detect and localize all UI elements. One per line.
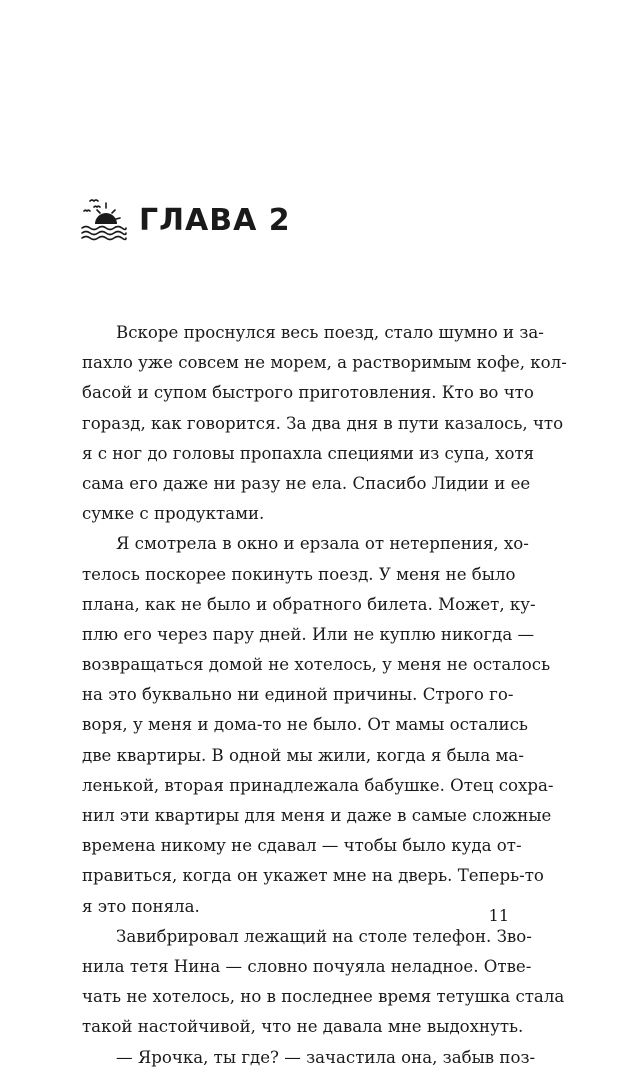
text-line: Я смотрела в окно и ерзала от нетерпения, хо- [116, 534, 529, 554]
sunset-waves-birds-icon [80, 197, 128, 243]
text-line: нил эти квартиры для меня и даже в самые сложные [82, 806, 552, 825]
text-line: я это поняла. [82, 896, 200, 916]
text-line: на это буквально ни единой причины. Строго го- [82, 685, 514, 705]
text-line: — Ярочка, ты где? — зачастила она, забыв поз- [116, 1047, 536, 1067]
page-number: 11 [488, 906, 509, 925]
text-line: плана, как не было и обратного билета. Может, ку- [82, 594, 536, 614]
text-line: ленькой, вторая принадлежала бабушке. Отец сохра- [82, 775, 554, 795]
chapter-header [80, 196, 291, 244]
text-line: возвращаться домой не хотелось, у меня не осталось [82, 655, 551, 675]
text-line: времена никому не сдавал — чтобы было куда от- [82, 836, 522, 856]
text-line: пахло уже совсем не морем, а растворимым кофе, кол- [82, 353, 567, 373]
chapter-title: ГЛАВА 2 [139, 202, 291, 238]
text-line: две квартиры. В одной мы жили, когда я была ма- [82, 745, 524, 765]
text-line: телось поскорее покинуть поезд. У меня не было [82, 564, 516, 584]
text-line: сама его даже ни разу не ела. Спасибо Лидии и ее [82, 473, 531, 493]
text-line: нила тетя Нина — словно почуяла неладное. Отве- [82, 956, 532, 976]
body-text [82, 318, 567, 1073]
text-line: чать не хотелось, но в последнее время тетушка стала [82, 987, 565, 1007]
text-line: воря, у меня и дома-то не было. От мамы остались [82, 715, 528, 735]
text-line: басой и супом быстрого приготовления. Кто во что [82, 383, 534, 403]
text-line: правиться, когда он укажет мне на дверь. Теперь-то [82, 866, 544, 886]
text-line: я с ног до головы пропахла специями из супа, хотя [82, 443, 535, 463]
text-line: Вскоре проснулся весь поезд, стало шумно и за- [116, 323, 544, 342]
text-line: такой настойчивой, что не давала мне выдохнуть. [82, 1017, 524, 1037]
text-line: сумке с продуктами. [82, 504, 265, 524]
text-line: горазд, как говорится. За два дня в пути казалось, что [82, 413, 564, 433]
text-line: плю его через пару дней. Или не куплю никогда — [82, 624, 535, 644]
text-line: Завибрировал лежащий на столе телефон. Зво- [116, 926, 532, 946]
